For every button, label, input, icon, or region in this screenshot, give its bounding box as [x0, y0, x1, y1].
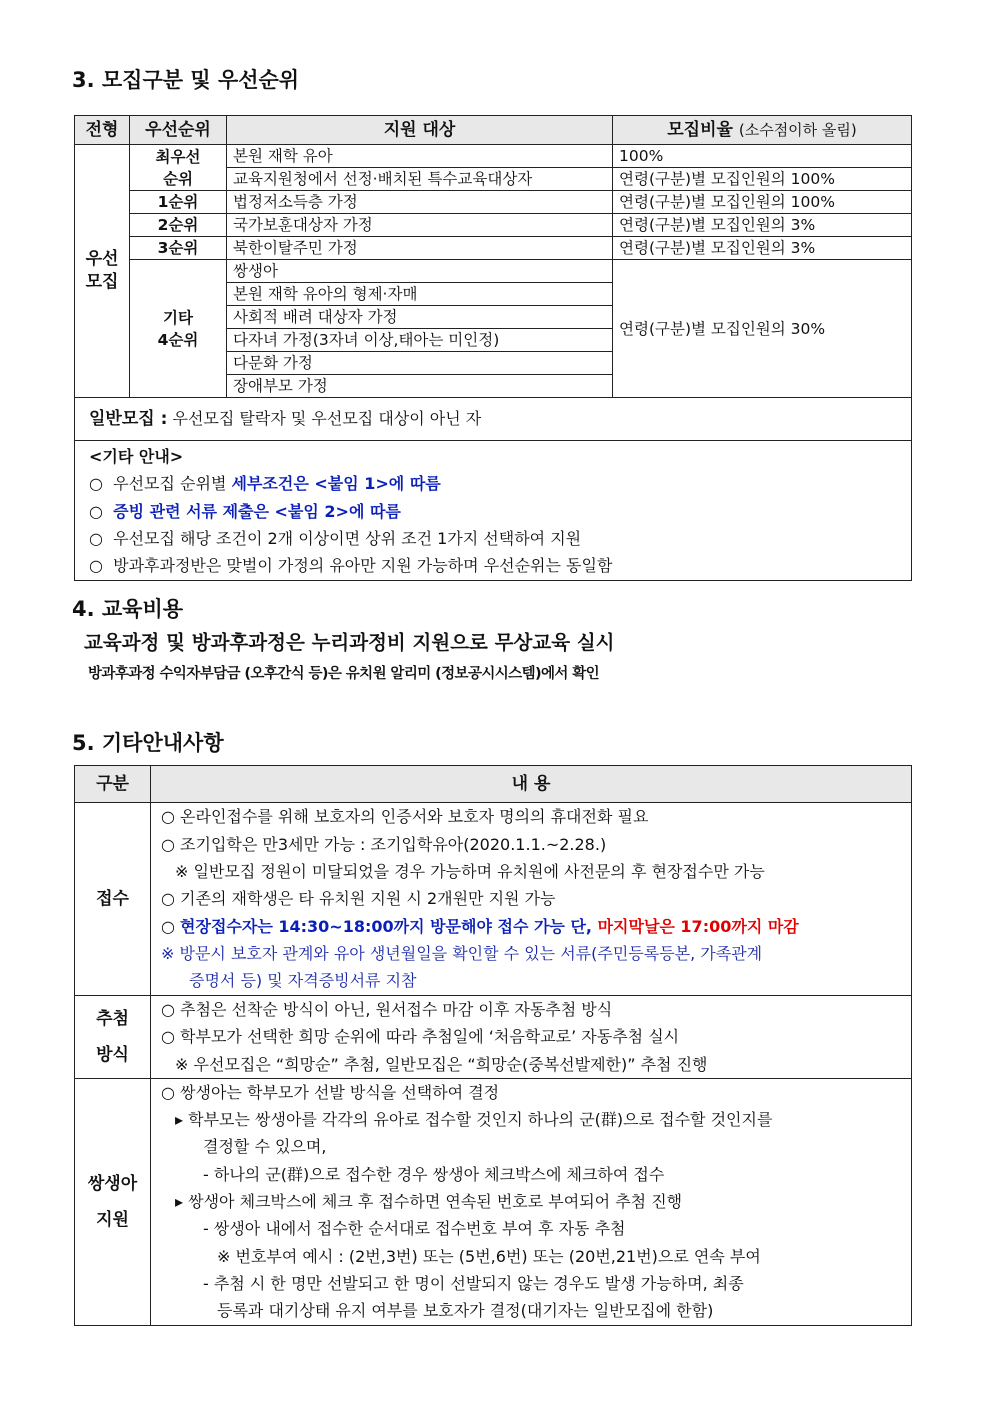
- priority-top: 최우선 순위: [130, 145, 227, 191]
- twins-line: - 하나의 군(群)으로 접수한 경우 쌍생아 체크박스에 체크하여 접수: [203, 1164, 665, 1184]
- note-plain: 우선모집 해당 조건이 2개 이상이면 상위 조건 1가지 선택하여 지원: [113, 528, 582, 548]
- bullet: ○: [89, 501, 103, 521]
- note-highlight: 세부조건은 <붙임 1>에 따름: [231, 474, 441, 494]
- ratio-cell: 100%: [613, 145, 912, 168]
- twins-line: ○ 쌍생아는 학부모가 선발 방식을 선택하여 결정: [161, 1082, 500, 1102]
- notes-title: <기타 안내>: [89, 447, 184, 466]
- target-cell: 국가보훈대상자 가정: [227, 214, 613, 237]
- twins-line: - 쌍생아 내에서 접수한 순서대로 접수번호 부여 후 자동 추첨: [203, 1219, 626, 1239]
- reception-line: [161, 913, 907, 940]
- header-target: 지원 대상: [227, 116, 613, 145]
- twins-line: ▸ 쌍생아 체크박스에 체크 후 접수하면 연속된 번호로 부여되어 추첨 진행: [175, 1192, 683, 1212]
- reception-label: 접수: [75, 803, 151, 996]
- reception-line: ○ 온라인접수를 위해 보호자의 인증서와 보호자 명의의 휴대전화 필요: [161, 807, 649, 827]
- reception-content: [151, 803, 912, 996]
- bullet: ○: [89, 556, 103, 576]
- header-ratio-note: (소수점이하 올림): [738, 121, 857, 139]
- target-cell: 쌍생아: [227, 260, 613, 283]
- note-plain: 우선모집 순위별: [113, 474, 232, 494]
- target-cell: 다자녀 가정(3자녀 이상,태아는 미인정): [227, 329, 613, 352]
- bullet: ○: [89, 474, 103, 494]
- priority-2: 2순위: [130, 214, 227, 237]
- lottery-line: ○ 추첨은 선착순 방식이 아닌, 원서접수 마감 이후 자동추첨 방식: [161, 1000, 613, 1019]
- reception-line: 증명서 등) 및 자격증빙서류 지참: [189, 971, 417, 991]
- target-cell: 교육지원청에서 선정·배치된 특수교육대상자: [227, 168, 613, 191]
- lottery-label-1: 추첨: [96, 1008, 129, 1029]
- section4-main: 교육과정 및 방과후과정은 누리과정비 지원으로 무상교육 실시: [84, 631, 615, 654]
- target-cell: 본원 재학 유아: [227, 145, 613, 168]
- target-cell: 사회적 배려 대상자 가정: [227, 306, 613, 329]
- section3-title: 3. 모집구분 및 우선순위: [72, 68, 300, 92]
- priority-1: 1순위: [130, 191, 227, 214]
- section4-title: 4. 교육비용: [72, 597, 184, 621]
- twins-line: 등록과 대기상태 유지 여부를 보호자가 결정(대기자는 일반모집에 한함): [217, 1301, 714, 1321]
- twins-label: [75, 1078, 151, 1325]
- lottery-line: ※ 우선모집은 “희망순” 추첨, 일반모집은 “희망순(중복선발제한)” 추첨 진행: [175, 1054, 708, 1074]
- ratio-cell: 연령(구분)별 모집인원의 100%: [613, 191, 912, 214]
- twins-label-2: 지원: [96, 1209, 129, 1230]
- twins-label-1: 쌍생아: [87, 1173, 138, 1194]
- bullet: ○: [89, 528, 103, 548]
- priority-3: 3순위: [130, 237, 227, 260]
- info-table: [74, 765, 912, 1326]
- reception-deadline: 마지막날은 17:00까지 마감: [597, 916, 799, 936]
- group-priority-recruit: 우선 모집: [75, 145, 130, 398]
- lottery-line: ○ 학부모가 선택한 희망 순위에 따라 추첨일에 ‘처음학교로’ 자동추첨 실시: [161, 1027, 680, 1047]
- target-cell: 다문화 가정: [227, 352, 613, 375]
- ratio-cell: 연령(구분)별 모집인원의 3%: [613, 237, 912, 260]
- lottery-content: [151, 996, 912, 1079]
- target-cell: 북한이탈주민 가정: [227, 237, 613, 260]
- notes-cell: [75, 441, 912, 581]
- target-cell: 장애부모 가정: [227, 375, 613, 398]
- twins-line: - 추첨 시 한 명만 선발되고 한 명이 선발되지 않는 경우도 발생 가능하며, 최종: [203, 1273, 744, 1293]
- section4-sub: 방과후과정 수익자부담금 (오후간식 등)은 유치원 알리미 (정보공시시스템)에서 확인: [88, 666, 600, 682]
- twins-line: 결정할 수 있으며,: [203, 1137, 327, 1157]
- target-cell: 본원 재학 유아의 형제·자매: [227, 283, 613, 306]
- note-item: [89, 552, 901, 579]
- note-item: [89, 470, 901, 497]
- note-plain: 방과후과정반은 맞벌이 가정의 유아만 지원 가능하며 우선순위는 동일함: [113, 556, 613, 576]
- header-ratio-label: 모집비율: [667, 120, 733, 140]
- ratio-cell: 연령(구분)별 모집인원의 3%: [613, 214, 912, 237]
- recruitment-table: [74, 115, 912, 581]
- twins-content: [151, 1078, 912, 1325]
- twins-line: ※ 번호부여 예시 : (2번,3번) 또는 (5번,6번) 또는 (20번,21번)으로 연속 부여: [217, 1246, 761, 1266]
- header-priority: 우선순위: [130, 116, 227, 145]
- lottery-label: [75, 996, 151, 1079]
- header-type: 전형: [75, 116, 130, 145]
- header-category: 구분: [75, 766, 151, 803]
- priority-etc: 기타 4순위: [130, 260, 227, 398]
- note-highlight: 증빙 관련 서류 제출은 <붙임 2>에 따름: [113, 501, 401, 521]
- ratio-cell: 연령(구분)별 모집인원의 100%: [613, 168, 912, 191]
- reception-line: ○ 기존의 재학생은 타 유치원 지원 시 2개원만 지원 가능: [161, 889, 556, 909]
- reception-highlight: 현장접수자는 14:30~18:00까지 방문해야 접수 가능 단,: [180, 916, 598, 936]
- general-text: 우선모집 탈락자 및 우선모집 대상이 아닌 자: [172, 409, 482, 428]
- lottery-label-2: 방식: [96, 1044, 129, 1065]
- reception-line: ※ 일반모집 정원이 미달되었을 경우 가능하며 유치원에 사전문의 후 현장접수만 가능: [175, 862, 765, 882]
- reception-line: ○ 조기입학은 만3세만 가능 : 조기입학유아(2020.1.1.~2.28.): [161, 834, 607, 854]
- note-item: [89, 525, 901, 552]
- target-cell: 법정저소득층 가정: [227, 191, 613, 214]
- general-recruit: [75, 398, 912, 441]
- note-item: [89, 498, 901, 525]
- general-label: 일반모집 :: [89, 409, 168, 429]
- header-ratio: [613, 116, 912, 145]
- reception-line: ※ 방문시 보호자 관계와 유아 생년월일을 확인할 수 있는 서류(주민등록등본, 가족관계: [161, 943, 763, 963]
- ratio-cell: 연령(구분)별 모집인원의 30%: [613, 260, 912, 398]
- section5-title: 5. 기타안내사항: [72, 731, 224, 755]
- header-content: 내 용: [151, 766, 912, 803]
- twins-line: ▸ 학부모는 쌍생아를 각각의 유아로 접수할 것인지 하나의 군(群)으로 접수할 것인지를: [175, 1110, 773, 1130]
- bullet: ○: [161, 916, 181, 936]
